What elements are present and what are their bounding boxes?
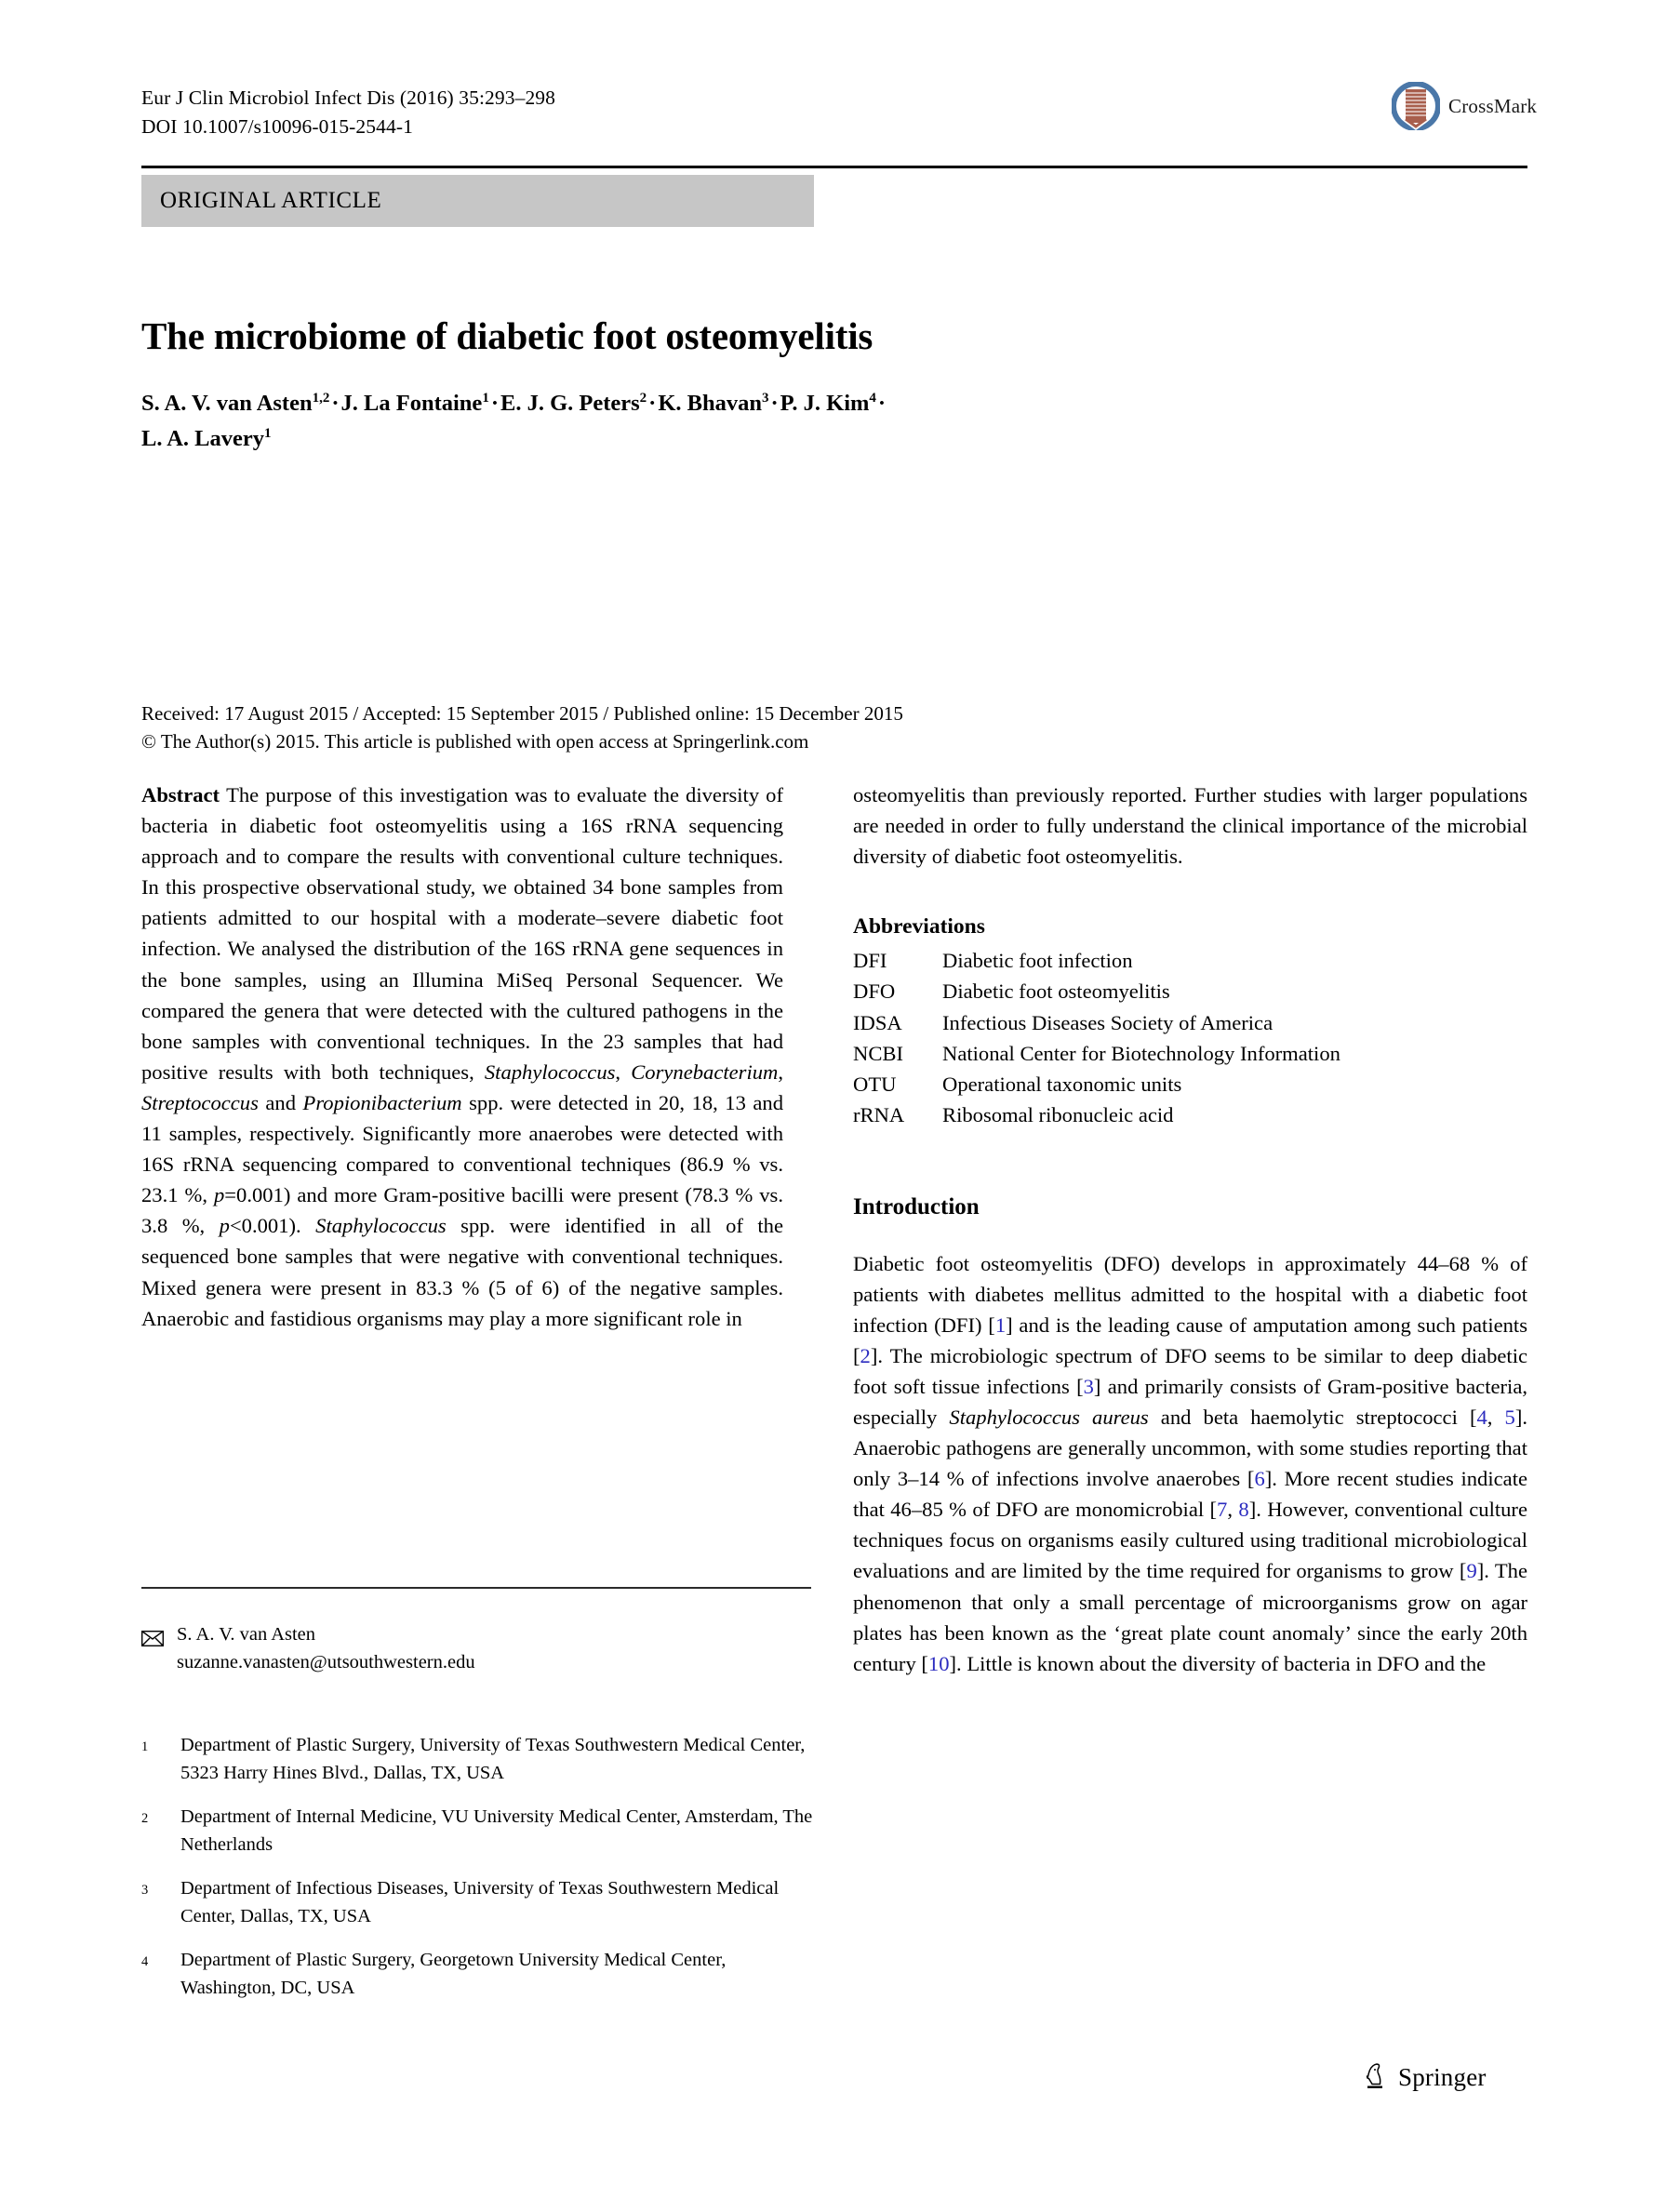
- crossmark-icon: [1392, 82, 1440, 130]
- p-value-symbol: p: [219, 1214, 230, 1238]
- author-separator: ·: [770, 391, 779, 416]
- abbreviation-definition: Ribosomal ribonucleic acid: [942, 1103, 1174, 1127]
- author-separator: ·: [648, 391, 657, 416]
- species-name: Staphylococcus aureus: [949, 1405, 1149, 1429]
- header-divider: [141, 166, 1527, 168]
- corresponding-author-email[interactable]: suzanne.vanasten@utsouthwestern.edu: [177, 1652, 475, 1672]
- author-separator: ·: [490, 391, 499, 416]
- p-value-symbol: p: [213, 1183, 225, 1207]
- abstract-label: Abstract: [141, 783, 220, 806]
- article-type-banner: [141, 175, 814, 227]
- author-entry: L. A. Lavery$^1$: [141, 425, 272, 451]
- envelope-icon: [141, 1627, 164, 1643]
- correspondence-divider: [141, 1587, 811, 1589]
- introduction-paragraph: Diabetic foot osteomyelitis (DFO) develops in approximately 44–68 % of patients with diabetes mellitus admitted to the hospital with a diabetic foot infection (DFI) [1] and is the leading cause of amputation among such patients [2]. The microbiologic spectrum of DFO seems to be similar to deep diabetic foot soft tissue infections [3] and primarily consists of Gram-positive bacteria, especially Staphylococcus aureus and beta haemolytic streptococci [4, 5]. Anaerobic pathogens are generally uncommon, with some studies reporting that only 3–14 % of infections involve anaerobes [6]. More recent studies indicate that 46–85 % of DFO are monomicrobial [7, 8]. However, conventional culture techniques focus on organisms easily cultured using traditional microbiological evaluations and are limited by the time required for organisms to grow [9]. The phenomenon that only a small percentage of microorganisms grow on agar plates has been known as the ‘great plate count anomaly’ since the early 20th century [10]. Little is known about the diversity of bacteria in DFO and the: [853, 1251, 1527, 1675]
- abbreviation-term: NCBI: [853, 1041, 903, 1065]
- abbreviation-row: [853, 945, 1527, 976]
- abbreviations-section: [853, 914, 1527, 1130]
- journal-header: [141, 84, 555, 141]
- abbreviations-heading: Abbreviations: [853, 914, 985, 939]
- affiliation-text: Department of Internal Medicine, VU University Medical Center, Amsterdam, The Netherlands: [180, 1806, 813, 1855]
- affiliation-text: Department of Plastic Surgery, University of Texas Southwestern Medical Center, 5323 Harry Hines Blvd., Dallas, TX, USA: [180, 1735, 806, 1783]
- introduction-heading: Introduction: [853, 1193, 980, 1219]
- correspondence-block: [141, 1620, 811, 1676]
- abbreviation-term: OTU: [853, 1073, 897, 1097]
- genus-name: Propionibacterium: [302, 1090, 462, 1114]
- author-entry: J. La Fontaine$^1$: [340, 390, 489, 416]
- abbreviation-term: DFI: [853, 949, 887, 973]
- springer-logo: [1360, 2061, 1487, 2093]
- corresponding-author-name: S. A. V. van Asten: [177, 1624, 316, 1645]
- introduction-section: [853, 1194, 1527, 1679]
- abbreviation-definition: Infectious Diseases Society of America: [942, 1010, 1274, 1034]
- affiliation-row: [141, 1732, 820, 1787]
- affiliation-row: [141, 1947, 820, 2002]
- affiliation-number: 4: [141, 1954, 149, 1969]
- abbreviation-term: IDSA: [853, 1010, 902, 1034]
- doi-line: DOI 10.1007/s10096-015-2544-1: [141, 115, 413, 138]
- citation-link[interactable]: 10: [927, 1651, 950, 1675]
- citation-link[interactable]: 8: [1238, 1498, 1249, 1522]
- copyright-line: © The Author(s) 2015. This article is published with open access at Springerlink.com: [141, 730, 809, 753]
- author-entry: K. Bhavan$^3$: [658, 390, 769, 416]
- abstract-continuation: osteomyelitis than previously reported. Further studies with larger populations are needed in order to fully understand the clinical importance of the microbial diversity of diabetic foot osteomyelitis.: [853, 783, 1527, 869]
- publication-history: [141, 700, 1444, 755]
- author-separator: ·: [877, 391, 887, 416]
- springer-wordmark: Springer: [1398, 2062, 1487, 2091]
- abbreviation-row: [853, 1038, 1527, 1069]
- history-dates: Received: 17 August 2015 / Accepted: 15 September 2015 / Published online: 15 December 2015: [141, 702, 903, 725]
- page-title: The microbiome of diabetic foot osteomyelitis: [141, 314, 874, 358]
- genus-name: Staphylococcus: [484, 1059, 616, 1084]
- author-entry: P. J. Kim$^4$: [780, 390, 876, 416]
- abbreviation-term: DFO: [853, 979, 896, 1004]
- author-list: [141, 386, 1369, 457]
- article-type-label: ORIGINAL ARTICLE: [160, 188, 382, 213]
- abbreviation-row: [853, 1069, 1527, 1099]
- affiliation-row: [141, 1875, 820, 1930]
- springer-knight-icon: [1360, 2061, 1392, 2093]
- abbreviation-term: rRNA: [853, 1103, 905, 1127]
- affiliation-row: [141, 1804, 820, 1859]
- column-right: [853, 780, 1527, 1679]
- affiliation-text: Department of Infectious Diseases, University of Texas Southwestern Medical Center, Dallas, TX, USA: [180, 1878, 780, 1926]
- citation-link[interactable]: 1: [994, 1313, 1007, 1337]
- abbreviation-definition: Diabetic foot osteomyelitis: [942, 979, 1170, 1004]
- abstract-paragraph: Abstract The purpose of this investigation was to evaluate the diversity of bacteria in diabetic foot osteomyelitis using a 16S rRNA sequencing approach and to compare the results with conventional culture techniques. In this prospective observational study, we obtained 34 bone samples from patients admitted to our hospital with a moderate–severe diabetic foot infection. We analysed the distribution of the 16S rRNA gene sequences in the bone samples, using an Illumina MiSeq Personal Sequencer. We compared the genera that were detected with the cultured pathogens in the bone samples with conventional techniques. In the 23 samples that had positive results with both techniques, Staphylococcus, Corynebacterium, Streptococcus and Propionibacterium spp. were detected in 20, 18, 13 and 11 samples, respectively. Significantly more anaerobes were detected with 16S rRNA sequencing compared to conventional techniques (86.9 % vs. 23.1 %, p=0.001) and more Gram-positive bacilli were present (78.3 % vs. 3.8 %, p<0.001). Staphylococcus spp. were identified in all of the sequenced bone samples that were negative with conventional techniques. Mixed genera were present in 83.3 % (5 of 6) of the negative samples. Anaerobic and fastidious organisms may play a more significant role in: [141, 783, 784, 1330]
- citation-link[interactable]: 2: [860, 1343, 871, 1367]
- abbreviation-definition: National Center for Biotechnology Information: [942, 1041, 1340, 1065]
- citation-link[interactable]: 3: [1083, 1374, 1094, 1398]
- citation-link[interactable]: 5: [1504, 1405, 1515, 1429]
- affiliation-number: 3: [141, 1883, 149, 1898]
- citation-link[interactable]: 7: [1217, 1498, 1228, 1522]
- citation-link[interactable]: 6: [1254, 1467, 1265, 1491]
- author-separator: ·: [331, 391, 340, 416]
- abbreviation-definition: Diabetic foot infection: [942, 949, 1133, 973]
- affiliation-number: 2: [141, 1811, 149, 1826]
- genus-name: Staphylococcus: [315, 1214, 447, 1238]
- citation-link[interactable]: 9: [1466, 1559, 1477, 1583]
- column-left: [141, 780, 783, 1334]
- citation-link[interactable]: 4: [1476, 1405, 1487, 1429]
- abbreviation-definition: Operational taxonomic units: [942, 1073, 1182, 1097]
- crossmark-badge-group[interactable]: [1392, 82, 1537, 130]
- affiliation-text: Department of Plastic Surgery, Georgetown University Medical Center, Washington, DC, USA: [180, 1950, 727, 1998]
- affiliation-number: 1: [141, 1739, 149, 1754]
- affiliation-list: [141, 1732, 820, 2019]
- journal-citation: Eur J Clin Microbiol Infect Dis (2016) 35:293–298: [141, 87, 555, 109]
- author-entry: S. A. V. van Asten$^{1,2}$: [141, 390, 330, 416]
- genus-name: Streptococcus: [141, 1090, 259, 1114]
- genus-name: Corynebacterium: [631, 1059, 779, 1084]
- abbreviation-row: [853, 1099, 1527, 1130]
- abbreviation-row: [853, 976, 1527, 1006]
- abbreviation-row: [853, 1007, 1527, 1038]
- author-entry: E. J. G. Peters$^2$: [500, 390, 647, 416]
- crossmark-label: CrossMark: [1448, 94, 1538, 117]
